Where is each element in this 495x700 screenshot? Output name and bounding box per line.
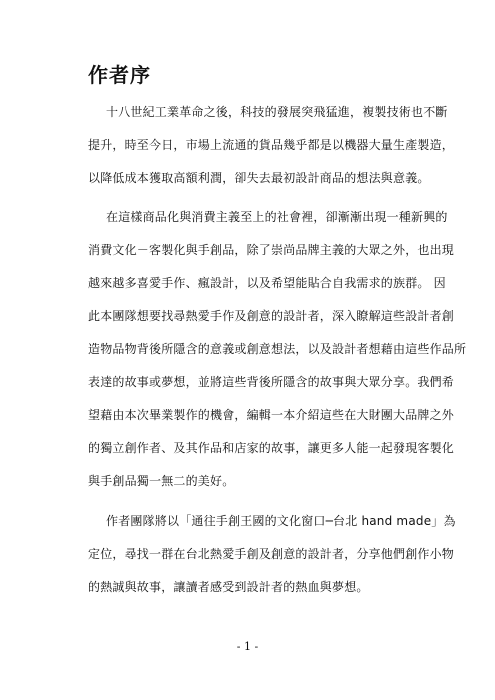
paragraph-line: 望藉由本次畢業製作的機會，編輯一本介紹這些在大財團大品牌之外 — [88, 408, 455, 422]
paragraph-line: 的獨立創作者、及其作品和店家的故事，讓更多人能一起發現客製化 — [88, 441, 455, 455]
paragraph-line: 以降低成本獲取高額利潤，卻失去最初設計商品的想法與意義。 — [88, 171, 430, 185]
paragraph-line: 十八世紀工業革命之後，科技的發展突飛猛進，複製技術也不斷 — [106, 105, 448, 119]
paragraph-line: 在這樣商品化與消費主義至上的社會裡，卻漸漸出現一種新興的 — [106, 210, 448, 224]
paragraph-line: 消費文化－客製化與手創品，除了崇尚品牌主義的大眾之外，也出現 — [88, 243, 455, 257]
paragraph-line: 越來越多喜愛手作、瘋設計，以及希望能貼合自我需求的族群。 因 — [88, 276, 446, 290]
paragraph-line: 作者團隊將以「通往手創王國的文化窗口─台北 hand made」為 — [106, 514, 456, 528]
page-title: 作者序 — [88, 63, 151, 87]
paragraph-line: 定位，尋找一群在台北熱愛手創及創意的設計者，分享他們創作小物 — [88, 547, 455, 561]
paragraph-line: 與手創品獨一無二的美好。 — [88, 474, 235, 488]
paragraph-line: 表達的故事或夢想，並將這些背後所隱含的故事與大眾分享。我們希 — [88, 375, 455, 389]
paragraph-line: 此本團隊想要找尋熱愛手作及創意的設計者，深入瞭解這些設計者創 — [88, 309, 455, 323]
paragraph-line: 的熱誠與故事，讓讀者感受到設計者的熱血與夢想。 — [88, 580, 369, 594]
page-number: - 1 - — [236, 640, 259, 653]
paragraph-line: 造物品物背後所隱含的意義或創意想法，以及設計者想藉由這些作品所 — [88, 342, 467, 356]
paragraph-line: 提升，時至今日，市場上流通的貨品幾乎都是以機器大量生產製造， — [88, 138, 455, 152]
